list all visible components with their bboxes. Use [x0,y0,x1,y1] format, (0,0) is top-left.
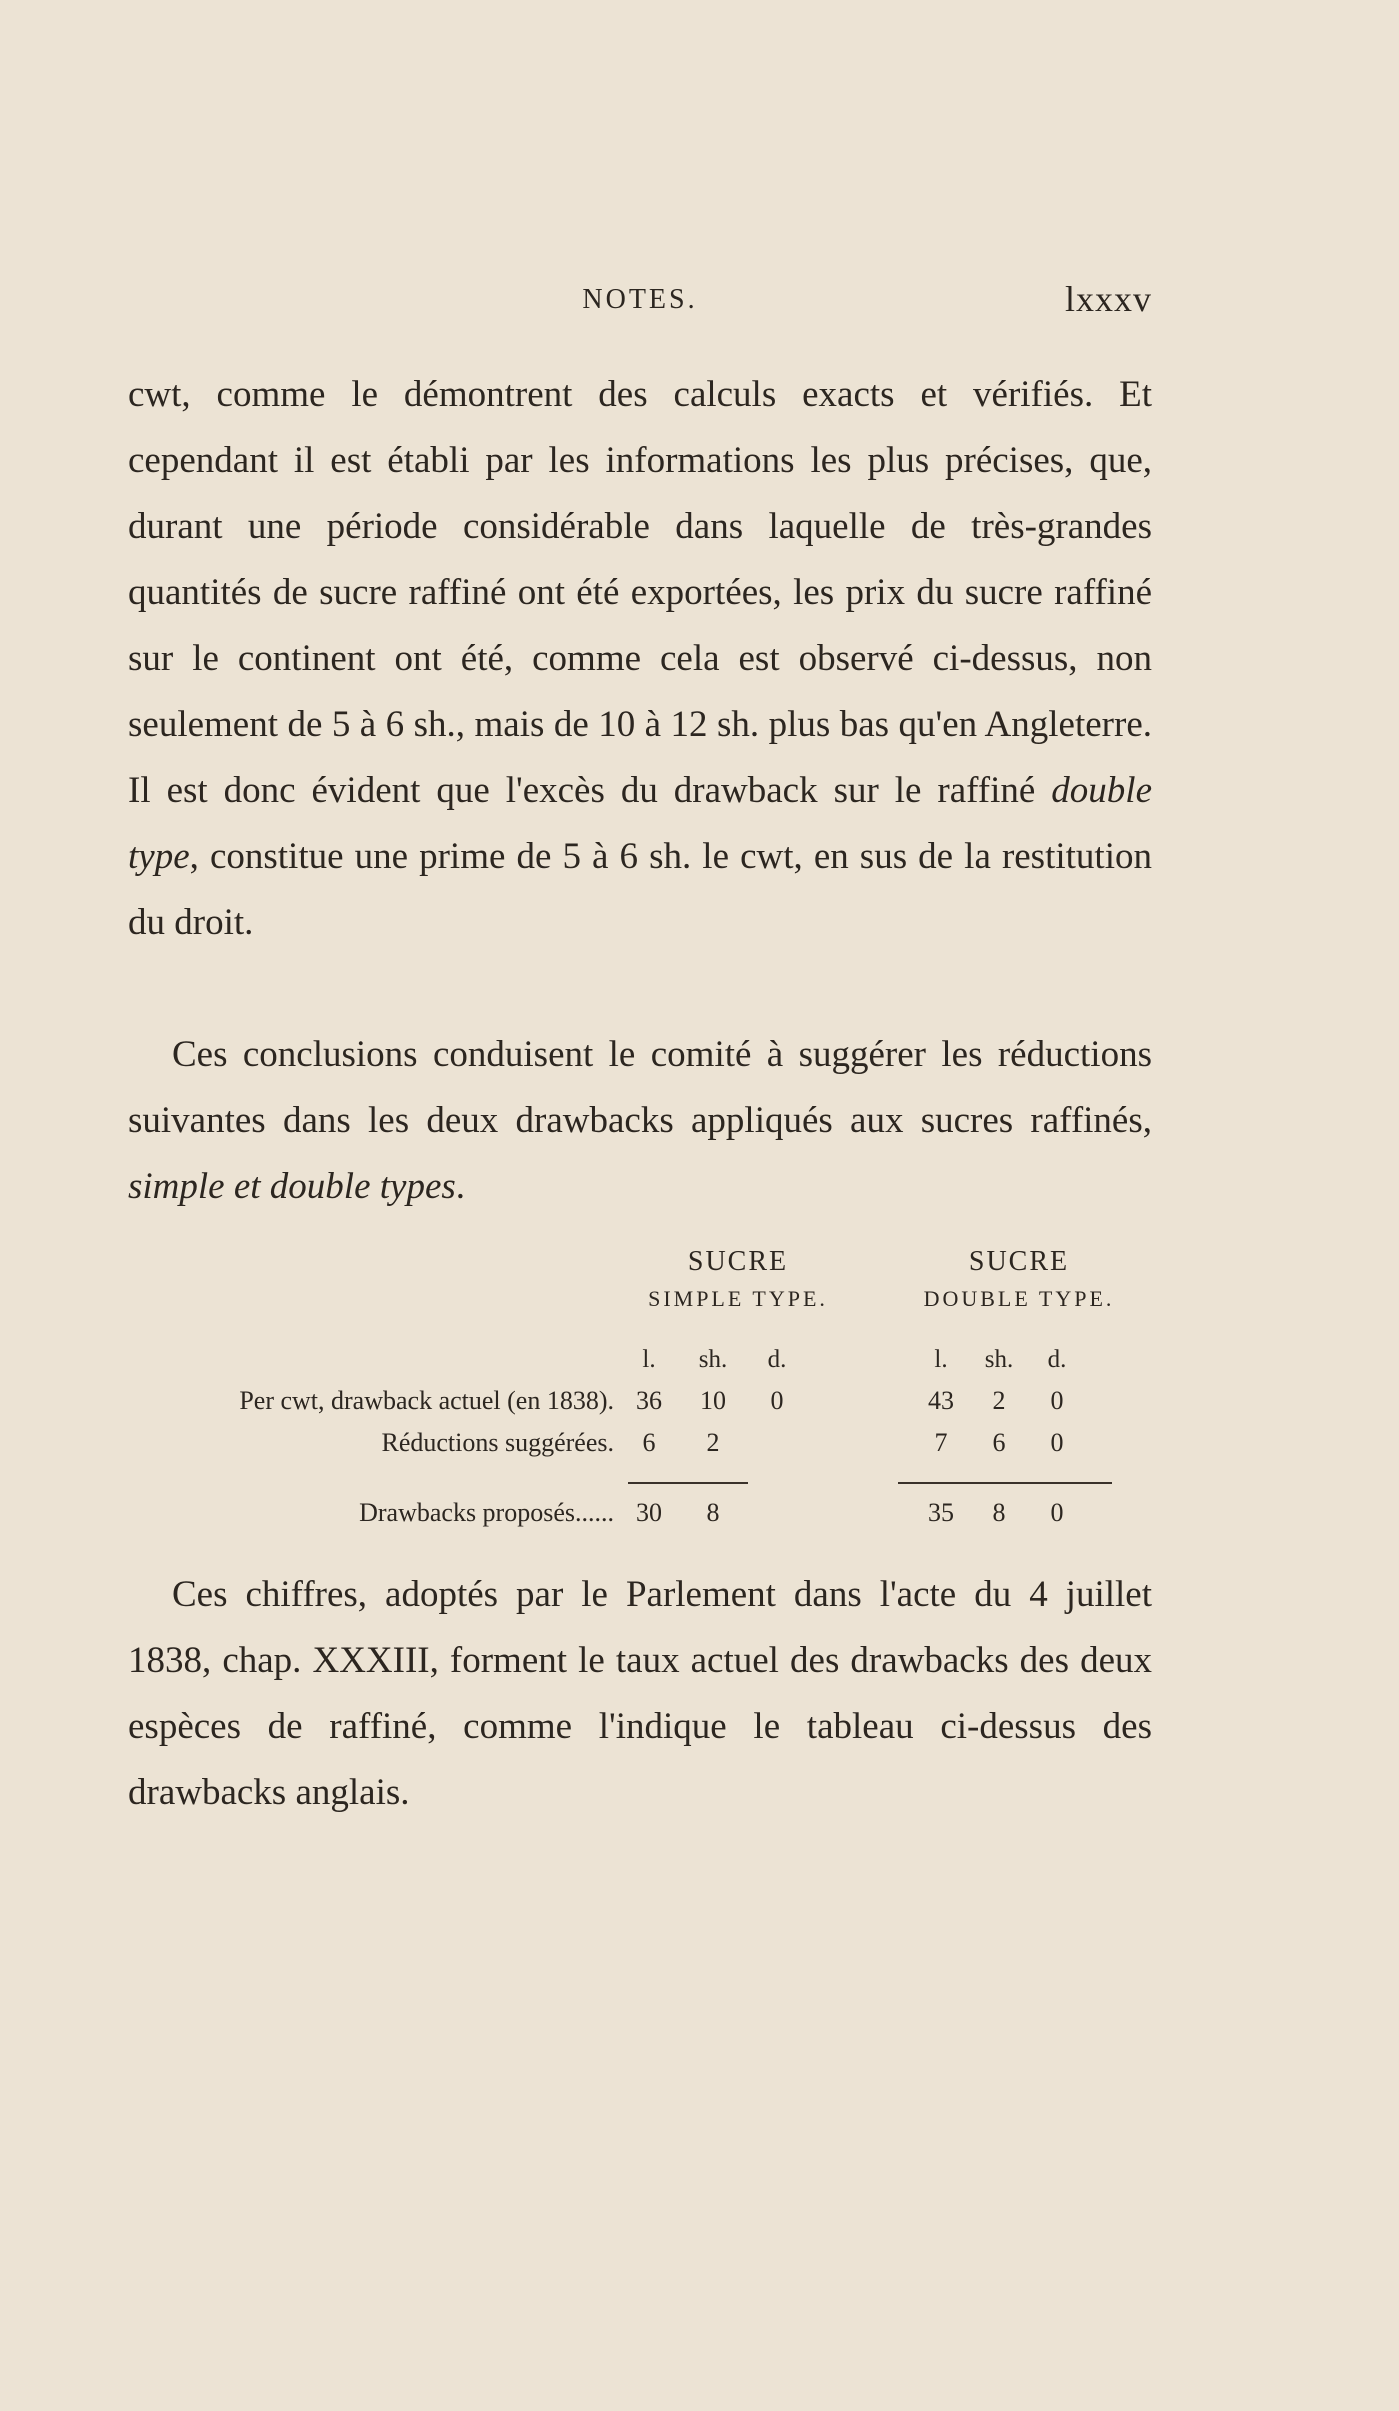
paragraph-2-text: Ces conclusions conduisent le comité à suggérer les réductions suivantes dans les deux drawbacks appliqués aux sucres raffinés, [128,1034,1152,1141]
table-group-simple [618,1246,858,1312]
table-units-row [118,1346,1152,1382]
value-cell: 8 [706,1498,720,1527]
paragraph-1-end: , constitue une prime de 5 à 6 sh. le cwt, en sus de la restitution du droit. [128,836,1152,943]
value-cell: 2 [706,1428,720,1457]
value-cell: 10 [700,1386,726,1415]
value-cell: 43 [928,1386,954,1415]
value-cell: 2 [992,1386,1006,1415]
unit-cell: d. [767,1346,787,1373]
running-header [128,278,1152,318]
row-label: Réductions suggérées. [381,1428,614,1457]
value-cell: 0 [1050,1428,1064,1457]
value-cell: 6 [992,1428,1006,1457]
group-title: SUCRE [968,1246,1070,1277]
value-cell: 0 [1050,1386,1064,1415]
paragraph-1 [128,362,1152,956]
value-cell: 0 [1050,1498,1064,1527]
paragraph-1-italic: double type [128,770,1152,877]
table-row [118,1386,1152,1422]
value-cell: 7 [934,1428,948,1457]
paragraph-3 [128,1562,1152,1826]
sum-rule-simple [628,1482,748,1484]
table-row-total [118,1498,1152,1534]
unit-cell: d. [1047,1346,1067,1373]
value-cell: 8 [992,1498,1006,1527]
unit-cell: l. [934,1346,948,1373]
unit-cell: l. [642,1346,656,1373]
paragraph-2 [128,1022,1152,1220]
group-title: SUCRE [687,1246,789,1277]
value-cell: 0 [770,1386,784,1415]
drawback-table [118,1246,1152,1546]
paragraph-2-end: . [455,1166,466,1207]
value-cell: 6 [642,1428,656,1457]
table-group-double [886,1246,1152,1312]
paragraph-2-italic: simple et double types [128,1166,456,1207]
row-label: Drawbacks proposés...... [359,1498,614,1527]
row-label: Per cwt, drawback actuel (en 1838). [239,1386,614,1415]
value-cell: 30 [636,1498,662,1527]
paragraph-3-text: Ces chiffres, adoptés par le Parlement dans l'acte du 4 juillet 1838, chap. XXXIII, forment le taux actuel des drawbacks des deux espèces de raffiné, comme l'indique le tableau ci-dessus des drawbacks anglais. [128,1574,1152,1813]
table-row [118,1428,1152,1464]
sum-rule-double [898,1482,1112,1484]
group-subtitle: DOUBLE TYPE. [923,1286,1115,1311]
value-cell: 35 [928,1498,954,1527]
value-cell: 36 [636,1386,662,1415]
group-subtitle: SIMPLE TYPE. [648,1286,828,1311]
unit-cell: sh. [984,1346,1014,1373]
unit-cell: sh. [698,1346,728,1373]
running-title: NOTES. [582,284,698,315]
paragraph-1-text: cwt, comme le démontrent des calculs exacts et vérifiés. Et cependant il est établi par les informations les plus précises, que, durant une période considérable dans laquelle de très-grandes quantités de sucre raffiné ont été exportées, les prix du sucre raffiné sur le continent ont été, comme cela est observé ci-dessus, non seulement de 5 à 6 sh., mais de 10 à 12 sh. plus bas qu'en Angleterre. Il est donc évident que l'excès du drawback sur le raffiné [128,374,1152,811]
page-number: lxxxv [1064,279,1152,319]
